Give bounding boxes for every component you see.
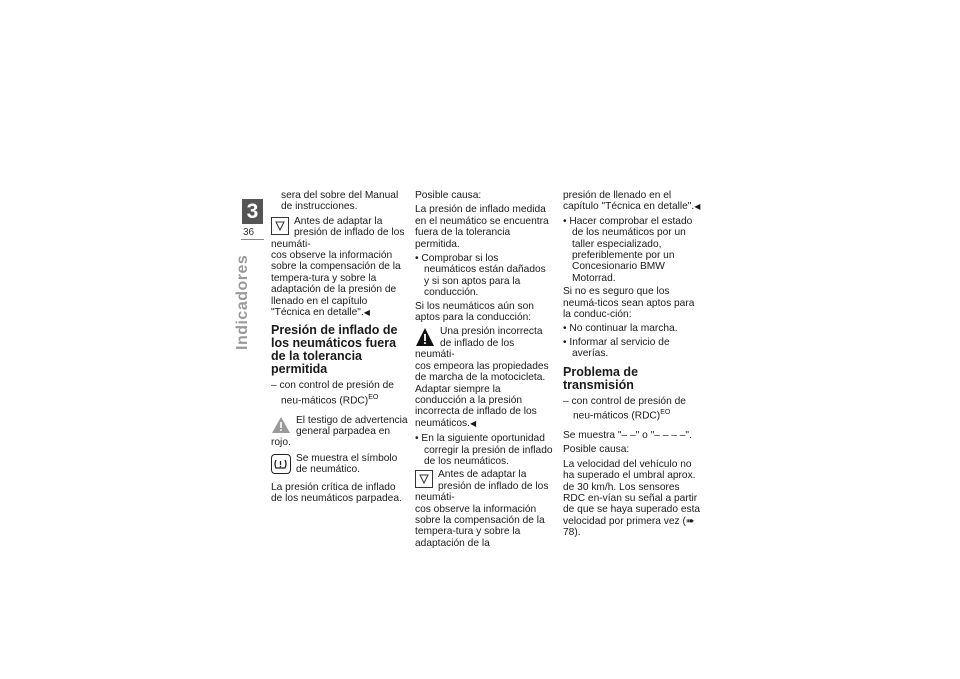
warning-icon — [415, 327, 435, 347]
note-icon — [271, 217, 289, 235]
list-item: • Informar al servicio de averías. — [563, 336, 670, 360]
chapter-number: 3 — [242, 199, 263, 224]
paragraph-text: La velocidad del vehículo no ha superado el umbral aprox. de 30 km/h. Los sensores RDC en-vían su señal a partir de que se haya superado esta velocidad por primera vez — [563, 458, 701, 527]
column-1 — [271, 190, 409, 508]
list-item: • No continuar la marcha. — [563, 323, 678, 335]
warning-block — [271, 415, 409, 449]
column-3 — [563, 190, 701, 542]
paragraph: La presión de inflado medida en el neumático se encuentra fuera de la tolerancia permitida. — [415, 204, 549, 250]
list-item — [563, 396, 701, 422]
note-text-rest: cos observe la información sobre la compensación de la tempera-tura y sobre la adaptación de la — [415, 503, 545, 549]
paragraph: Posible causa: — [415, 190, 482, 201]
tire-pressure-icon — [271, 454, 291, 474]
paragraph — [563, 190, 701, 213]
end-mark-icon: ◀ — [363, 308, 370, 318]
paragraph: La presión crítica de inflado de los neumáticos parpadea. — [271, 481, 402, 505]
warning-text-rest: cos empeora las propiedades de marcha de la motocicleta. Adaptar siempre la conducción a la presión incorrecta de inflado de los neumáticos. — [415, 360, 549, 429]
note-block — [415, 469, 553, 549]
paragraph: Si los neumáticos aún son aptos para la conducción: — [415, 300, 534, 324]
page-number: 36 — [243, 227, 255, 238]
list-item-text: – con control de presión de neu-máticos (RDC) — [563, 395, 686, 422]
end-mark-icon: ◀ — [469, 418, 477, 428]
tire-symbol-block — [271, 453, 409, 476]
list-item: • Hacer comprobar el estado de los neumáticos por un taller especializado, preferiblemente por un Concesionario BMW Motorrad. — [563, 215, 693, 284]
column-2 — [415, 190, 553, 552]
warning-text: El testigo de advertencia general parpadea en rojo. — [271, 414, 408, 449]
list-item: • En la siguiente oportunidad corregir la presión de inflado de los neumáticos. — [415, 433, 553, 467]
tire-symbol-text: Se muestra el símbolo de neumático. — [296, 452, 398, 476]
paragraph — [563, 459, 701, 539]
section-heading: Presión de inflado de los neumáticos fuera de la tolerancia permitida — [271, 323, 398, 377]
note-icon — [415, 470, 433, 488]
list-item: • Comprobar si los neumáticos están dañados y si son aptos para la conducción. — [415, 253, 546, 299]
paragraph: Si no es seguro que los neumá-ticos sean aptos para la conduc-ción: — [563, 286, 695, 321]
section-heading: Problema de transmisión — [563, 364, 639, 392]
note-text: Antes de adaptar la presión de inflado de los neumáti- — [415, 469, 549, 504]
note-text-rest: cos observe la información sobre la compensación de la tempera-tura y sobre la adaptación de la presión de llenado en el capítulo "Técnica en detalle". — [271, 250, 401, 319]
page-reference-link[interactable]: (➠ 78). — [563, 515, 695, 539]
list-item-text: – con control de presión de neu-máticos (RDC) — [271, 380, 394, 407]
note-text: Antes de adaptar la presión de inflado de los neumáti- — [271, 215, 405, 250]
end-mark-icon: ◀ — [694, 202, 701, 212]
section-label: Indicadores — [234, 254, 251, 350]
equipment-code: EO — [660, 409, 671, 417]
paragraph: Se muestra "– –" o "– – – –". — [563, 429, 692, 441]
warning-block — [415, 326, 553, 429]
paragraph: sera del sobre del Manual de instrucciones. — [281, 190, 399, 213]
paragraph-text: presión de llenado en el capítulo "Técnica en detalle". — [563, 190, 695, 213]
list-item — [271, 380, 409, 406]
paragraph: Posible causa: — [563, 444, 630, 456]
equipment-code: EO — [368, 393, 379, 401]
warning-text: Una presión incorrecta de inflado de los neumáti- — [415, 326, 543, 361]
warning-light-icon — [271, 416, 291, 434]
note-block — [271, 216, 409, 319]
